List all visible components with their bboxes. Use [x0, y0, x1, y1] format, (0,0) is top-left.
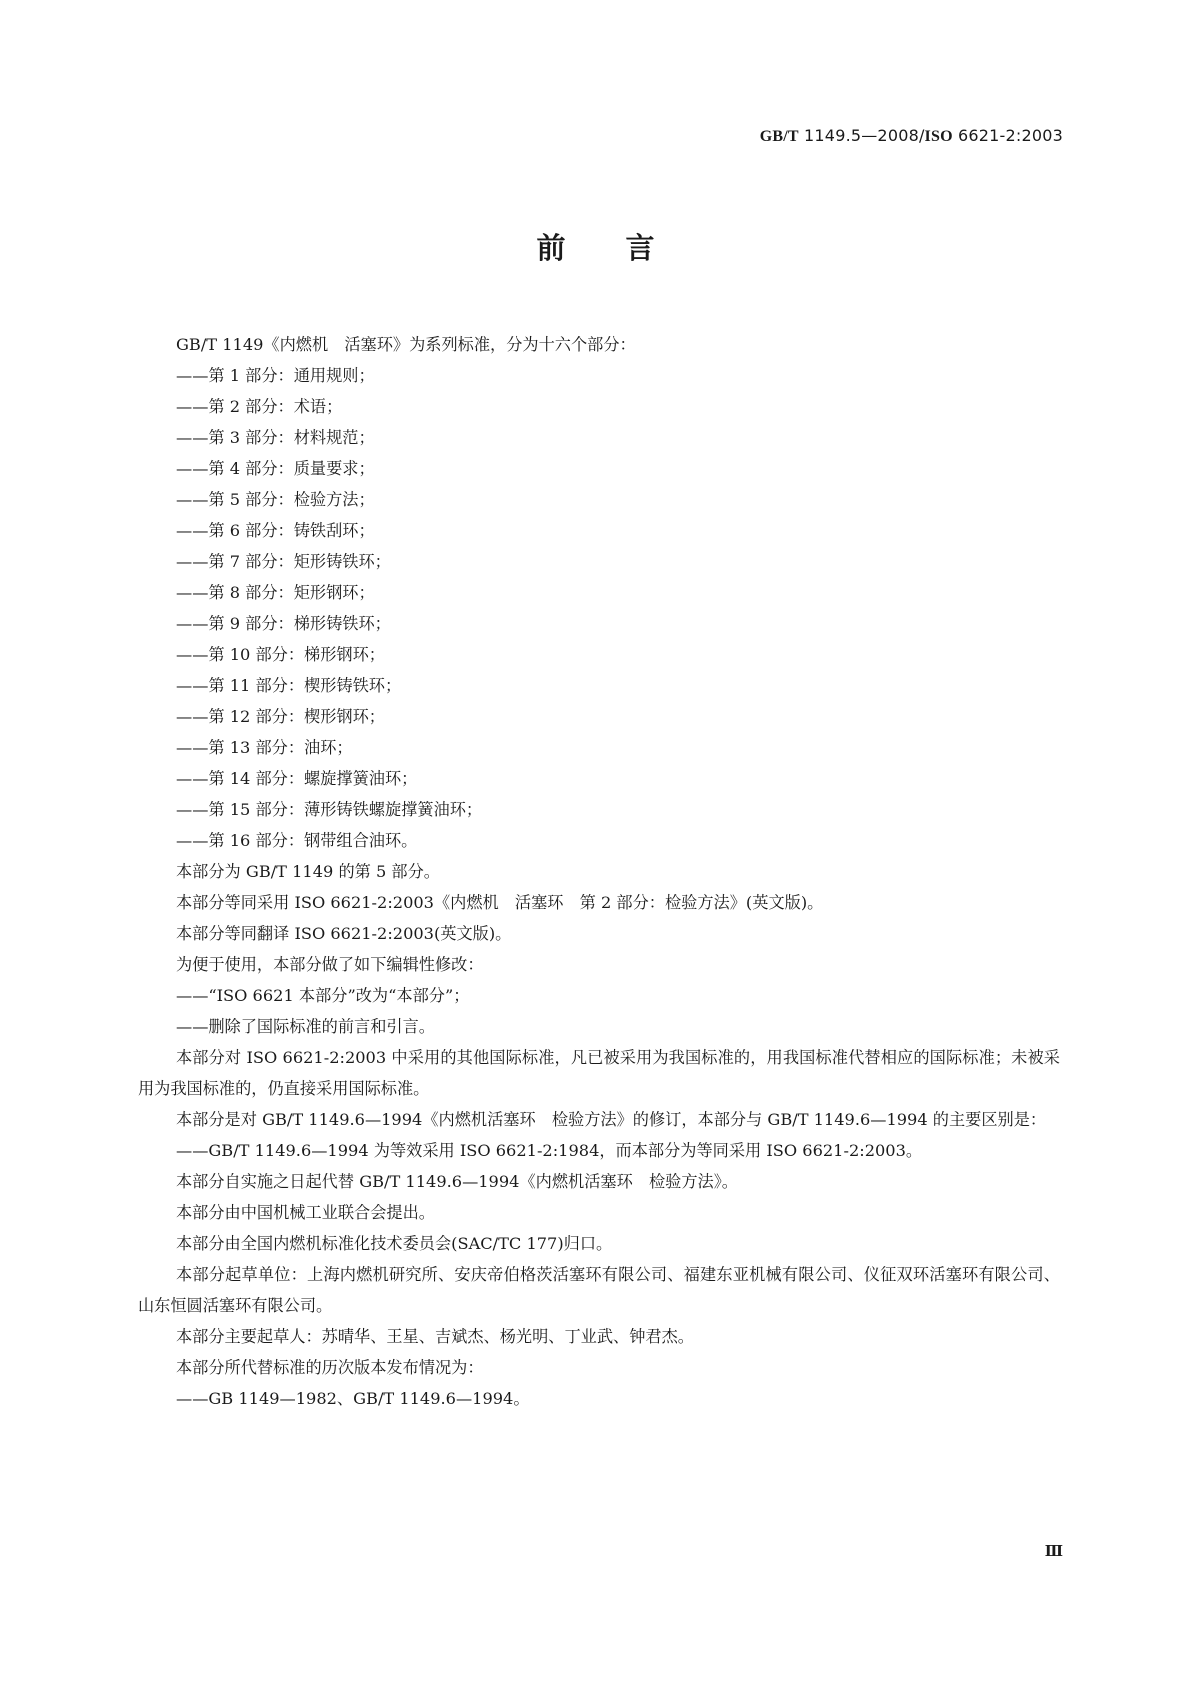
list-item: ——第 6 部分：铸铁刮环； [176, 521, 375, 540]
paragraph: 本部分主要起草人：苏晴华、王星、吉斌杰、杨光明、丁业武、钟君杰。 [176, 1327, 694, 1346]
list-item: ——第 2 部分：术语； [176, 397, 343, 416]
iso-number: 6621-2:2003 [952, 126, 1063, 145]
list-item: ——第 14 部分：螺旋撑簧油环； [176, 769, 418, 788]
list-item: ——第 10 部分：梯形钢环； [176, 645, 385, 664]
list-item: ——“ISO 6621 本部分”改为“本部分”； [176, 986, 470, 1005]
paragraph: 本部分为 GB/T 1149 的第 5 部分。 [176, 862, 440, 881]
paragraph: 本部分自实施之日起代替 GB/T 1149.6—1994《内燃机活塞环 检验方法》。 [176, 1172, 738, 1191]
standard-code-header [760, 126, 1063, 146]
list-item: ——第 1 部分：通用规则； [176, 366, 375, 385]
list-item: ——第 13 部分：油环； [176, 738, 353, 757]
list-item: ——第 12 部分：楔形钢环； [176, 707, 385, 726]
paragraph: 本部分是对 GB/T 1149.6—1994《内燃机活塞环 检验方法》的修订，本部分与 GB/T 1149.6—1994 的主要区别是： [176, 1110, 1047, 1129]
paragraph: 本部分对 ISO 6621-2:2003 中采用的其他国际标准，凡已被采用为我国标准的，用我国标准代替相应的国际标准；未被采用为我国标准的，仍直接采用国际标准。 [138, 1048, 1060, 1098]
paragraph: 本部分由中国机械工业联合会提出。 [176, 1203, 435, 1222]
list-item: ——GB/T 1149.6—1994 为等效采用 ISO 6621-2:1984，而本部分为等同采用 ISO 6621-2:2003。 [176, 1141, 923, 1160]
paragraph: 本部分等同翻译 ISO 6621-2:2003(英文版)。 [176, 924, 512, 943]
list-item: ——第 7 部分：矩形铸铁环； [176, 552, 391, 571]
page-number: Ⅲ [1044, 1542, 1063, 1560]
foreword-body [138, 329, 1060, 1414]
paragraph: 为便于使用，本部分做了如下编辑性修改： [176, 955, 484, 974]
paragraph: 本部分等同采用 ISO 6621-2:2003《内燃机 活塞环 第 2 部分：检验方法》(英文版)。 [176, 893, 824, 912]
list-item: ——第 5 部分：检验方法； [176, 490, 375, 509]
list-item: ——删除了国际标准的前言和引言。 [176, 1017, 435, 1036]
list-item: ——第 15 部分：薄形铸铁螺旋撑簧油环； [176, 800, 483, 819]
paragraph: 本部分由全国内燃机标准化技术委员会(SAC/TC 177)归口。 [176, 1234, 613, 1253]
paragraph: 本部分所代替标准的历次版本发布情况为： [176, 1358, 484, 1377]
list-item: ——第 4 部分：质量要求； [176, 459, 375, 478]
page-title: 前言 [536, 231, 715, 265]
list-item: ——第 9 部分：梯形铸铁环； [176, 614, 391, 633]
gb-number: 1149.5—2008/ [798, 126, 925, 145]
paragraph-intro: GB/T 1149《内燃机 活塞环》为系列标准，分为十六个部分： [176, 335, 636, 354]
iso-prefix: ISO [924, 128, 953, 145]
list-item: ——第 8 部分：矩形钢环； [176, 583, 375, 602]
list-item: ——第 16 部分：钢带组合油环。 [176, 831, 418, 850]
list-item: ——第 11 部分：楔形铸铁环； [176, 676, 402, 695]
gb-prefix: GB/T [759, 128, 799, 145]
list-item: ——GB 1149—1982、GB/T 1149.6—1994。 [176, 1389, 530, 1408]
list-item: ——第 3 部分：材料规范； [176, 428, 375, 447]
paragraph: 本部分起草单位：上海内燃机研究所、安庆帝伯格茨活塞环有限公司、福建东亚机械有限公司、仪征双环活塞环有限公司、山东恒圆活塞环有限公司。 [138, 1265, 1060, 1315]
